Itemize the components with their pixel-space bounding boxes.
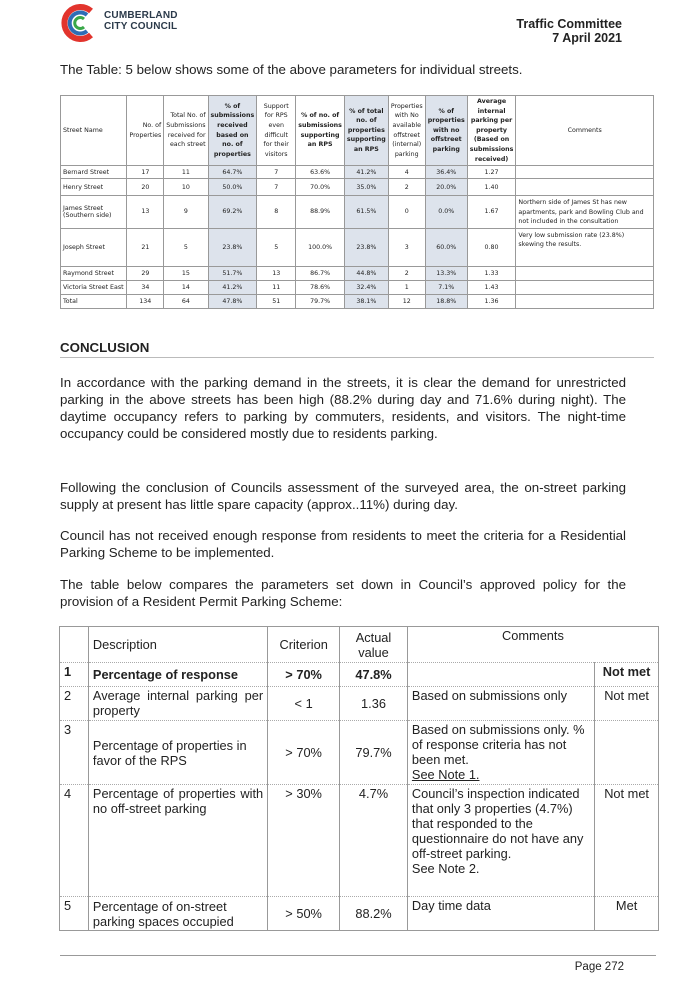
col-pct-submissions: % of submissions received based on no. of properties: [208, 96, 257, 166]
table-cell: 1.43: [467, 280, 516, 294]
table-cell: 9: [164, 196, 208, 229]
table-cell: Percentage of properties in favor of the RPS: [88, 721, 267, 785]
table-cell: Percentage of on-street parking spaces occupied: [88, 897, 267, 931]
table-cell: [60, 627, 89, 663]
table-cell: 1.36: [340, 687, 408, 721]
table-row: [60, 721, 659, 785]
table-row: [61, 96, 654, 166]
table-cell: James Street (Southern side): [61, 196, 127, 229]
table-cell: 13.3%: [425, 266, 467, 280]
table-row: [61, 280, 654, 294]
col-pct-total: % of total no. of properties supporting an RPS: [344, 96, 388, 166]
table-cell: < 1: [268, 687, 340, 721]
table-cell: 4.7%: [340, 785, 408, 897]
paragraph: Council has not received enough response from residents to meet the criteria for a Residential Parking Scheme to be implemented.: [60, 528, 626, 560]
table-cell: 79.7%: [296, 294, 345, 308]
table-cell: 3: [60, 721, 89, 785]
col-street: Street Name: [61, 96, 127, 166]
col-no-offstreet: Properties with No available offstreet (internal) parking: [388, 96, 425, 166]
table-cell: 2: [388, 266, 425, 280]
table-row: [61, 196, 654, 229]
table-cell: 47.8%: [208, 294, 257, 308]
table-cell: 20: [127, 179, 164, 196]
table-cell: > 30%: [268, 785, 340, 897]
table-row: [60, 687, 659, 721]
intro-text: The Table: 5 below shows some of the above parameters for individual streets.: [60, 62, 523, 77]
meeting-date: 7 April 2021: [552, 31, 622, 45]
table-cell: 78.6%: [296, 280, 345, 294]
table-cell: Very low submission rate (23.8%) skewing the results.: [516, 228, 654, 266]
table-cell: Raymond Street: [61, 266, 127, 280]
table-cell: > 50%: [268, 897, 340, 931]
table-cell: 51.7%: [208, 266, 257, 280]
table-cell: 41.2%: [344, 166, 388, 179]
table-cell: 63.6%: [296, 166, 345, 179]
table-cell: 79.7%: [340, 721, 408, 785]
table-cell: [516, 266, 654, 280]
table-cell: Total: [61, 294, 127, 308]
table-cell: 86.7%: [296, 266, 345, 280]
table-cell: 3: [388, 228, 425, 266]
table-cell: 0: [388, 196, 425, 229]
committee-name: Traffic Committee: [516, 17, 622, 31]
status: Not met: [595, 687, 659, 721]
table-cell: Based on submissions only: [407, 687, 594, 721]
table-cell: Percentage of response: [88, 663, 267, 687]
table-cell: 2: [60, 687, 89, 721]
table-row: [60, 627, 659, 663]
col-pct-no-offstreet: % of properties with no offstreet parking: [425, 96, 467, 166]
page-number: Page 272: [574, 961, 624, 973]
table-cell: 34: [127, 280, 164, 294]
table-cell: 2: [388, 179, 425, 196]
table-cell: 17: [127, 166, 164, 179]
table-cell: Day time data: [407, 897, 594, 931]
col-properties: No. of Properties: [127, 96, 164, 166]
col-actual: Actual value: [340, 627, 408, 663]
table-cell: Percentage of properties with no off-street parking: [88, 785, 267, 897]
col-avg-parking: Average internal parking per property (Based on submissions received): [467, 96, 516, 166]
table-cell: 8: [257, 196, 296, 229]
table-row-total: [61, 294, 654, 308]
table-cell: Joseph Street: [61, 228, 127, 266]
table-cell: [516, 166, 654, 179]
table-cell: Council’s inspection indicated that only 3 properties (4.7%) that responded to the questionnaire do not have any off-street parking. See Note 2.: [407, 785, 594, 897]
table-cell: 13: [257, 266, 296, 280]
table-cell: 13: [127, 196, 164, 229]
table-cell: Bernard Street: [61, 166, 127, 179]
table-cell: 5: [60, 897, 89, 931]
table-cell: 29: [127, 266, 164, 280]
council-logo: [57, 3, 101, 43]
table-row: [61, 166, 654, 179]
col-comments: Comments: [407, 627, 658, 663]
table-cell: 32.4%: [344, 280, 388, 294]
table-cell: 11: [164, 166, 208, 179]
footer-rule: [60, 955, 656, 956]
col-description: Description: [88, 627, 267, 663]
street-parameters-table: [60, 95, 654, 309]
status: Not met: [595, 785, 659, 897]
table-cell: 1.27: [467, 166, 516, 179]
paragraph: The table below compares the parameters set down in Council’s approved policy for the provision of a Resident Permit Parking Scheme:: [60, 577, 626, 609]
status: Met: [595, 897, 659, 931]
table-cell: 61.5%: [344, 196, 388, 229]
table-cell: [516, 280, 654, 294]
council-name: CUMBERLAND CITY COUNCIL: [104, 10, 178, 32]
col-submissions: Total No. of Submissions received for each street: [164, 96, 208, 166]
table-cell: 0.0%: [425, 196, 467, 229]
table-cell: Northern side of James St has new apartments, park and Bowling Club and not included in the consultation: [516, 196, 654, 229]
table-cell: Victoria Street East: [61, 280, 127, 294]
table-cell: 7: [257, 166, 296, 179]
paragraph: In accordance with the parking demand in the streets, it is clear the demand for unrestricted parking in the above streets has been high (88.2% during day and 71.6% during night). The daytime occupancy refers to parking by commuters, residents, and visitors. The night-time occupancy could be considered mostly due to residents parking.: [60, 375, 626, 441]
rps-criteria-table: [59, 626, 659, 931]
table-cell: Average internal parking per property: [88, 687, 267, 721]
table-cell: 64: [164, 294, 208, 308]
table-cell: 5: [164, 228, 208, 266]
table-cell: 100.0%: [296, 228, 345, 266]
table-cell: 18.8%: [425, 294, 467, 308]
table-row: [60, 785, 659, 897]
table-cell: 70.0%: [296, 179, 345, 196]
table-cell: [516, 179, 654, 196]
note-link: See Note 1.: [411, 767, 480, 782]
table-cell: 69.2%: [208, 196, 257, 229]
table-cell: [516, 294, 654, 308]
table-cell: 12: [388, 294, 425, 308]
table-cell: 1.36: [467, 294, 516, 308]
table-cell: 10: [164, 179, 208, 196]
table-cell: 14: [164, 280, 208, 294]
table-cell: 38.1%: [344, 294, 388, 308]
col-criterion: Criterion: [268, 627, 340, 663]
table-cell: 15: [164, 266, 208, 280]
table-cell: 134: [127, 294, 164, 308]
document-header: [516, 17, 622, 45]
table-row: [61, 179, 654, 196]
table-row: [61, 228, 654, 266]
table-cell: 88.9%: [296, 196, 345, 229]
note-text: See Note 2.: [411, 861, 480, 876]
col-pct-supporting: % of no. of submissions supporting an RPS: [296, 96, 345, 166]
table-cell: 4: [388, 166, 425, 179]
table-cell: Henry Street: [61, 179, 127, 196]
table-cell: > 70%: [268, 721, 340, 785]
table-cell: 64.7%: [208, 166, 257, 179]
table-cell: 1.33: [467, 266, 516, 280]
table-cell: Based on submissions only. % of response criteria has not been met. See Note 1.: [407, 721, 594, 785]
table-cell: 4: [60, 785, 89, 897]
col-comments: Comments: [516, 96, 654, 166]
table-cell: 44.8%: [344, 266, 388, 280]
table-cell: 11: [257, 280, 296, 294]
table-cell: 7.1%: [425, 280, 467, 294]
table-cell: 20.0%: [425, 179, 467, 196]
table-cell: 0.80: [467, 228, 516, 266]
paragraph: Following the conclusion of Councils assessment of the surveyed area, the on-street parking supply at present has little spare capacity (approx..11%) during day.: [60, 480, 626, 512]
table-cell: 21: [127, 228, 164, 266]
conclusion-heading: CONCLUSION: [60, 340, 654, 358]
table-cell: > 70%: [268, 663, 340, 687]
table-cell: 1: [60, 663, 89, 687]
table-row: [61, 266, 654, 280]
table-cell: 7: [257, 179, 296, 196]
table-row: [60, 663, 659, 687]
table-cell: 23.8%: [344, 228, 388, 266]
table-cell: 60.0%: [425, 228, 467, 266]
table-cell: 35.0%: [344, 179, 388, 196]
table-row: [60, 897, 659, 931]
status: [595, 721, 659, 785]
table-cell: 1: [388, 280, 425, 294]
table-cell: 23.8%: [208, 228, 257, 266]
table-cell: [407, 663, 594, 687]
table-cell: 88.2%: [340, 897, 408, 931]
table-cell: 47.8%: [340, 663, 408, 687]
status: Not met: [595, 663, 659, 687]
table-cell: 5: [257, 228, 296, 266]
table-cell: 1.40: [467, 179, 516, 196]
table-cell: 41.2%: [208, 280, 257, 294]
col-support: Support for RPS even difficult for their visitors: [257, 96, 296, 166]
table-cell: 50.0%: [208, 179, 257, 196]
table-cell: 36.4%: [425, 166, 467, 179]
table-cell: 51: [257, 294, 296, 308]
table-cell: 1.67: [467, 196, 516, 229]
